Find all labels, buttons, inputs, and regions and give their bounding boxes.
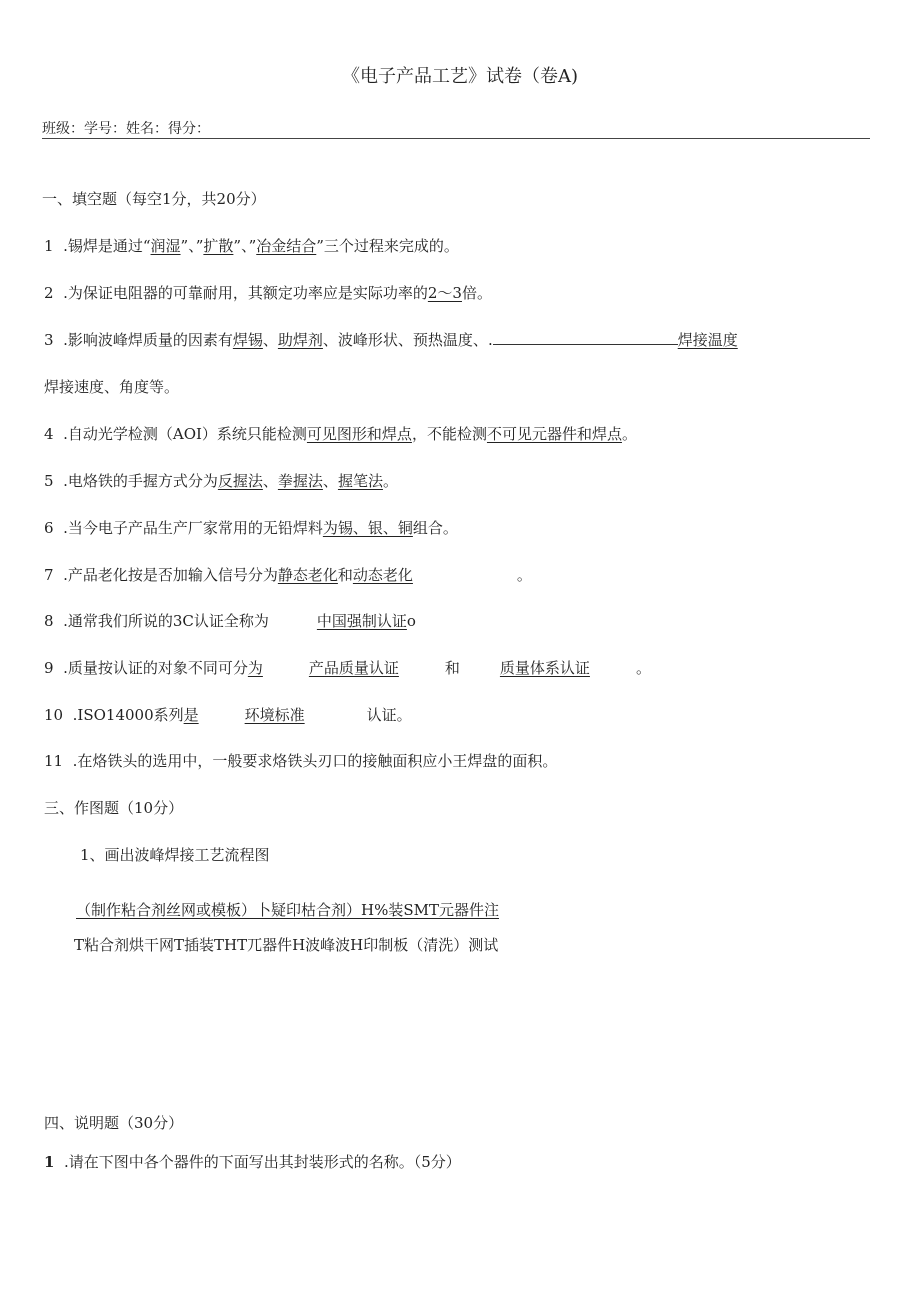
answer-blank: 为 产品质量认证 <box>247 659 399 677</box>
answer-blank: 动态老化 <box>352 566 413 584</box>
question-4 <box>44 423 637 444</box>
answer-blank: 不可见元器件和焊点 <box>486 425 622 443</box>
question-text: ”三个过程来完成的。 <box>316 237 459 255</box>
section3-heading: 三、作图题（10分） <box>44 799 184 817</box>
question-text: o <box>406 612 416 630</box>
question-text: ”、” <box>233 237 257 255</box>
question-text: .为保证电阻器的可靠耐用，其额定功率应是实际功率的 <box>63 284 428 302</box>
question-text: ，不能检测 <box>411 425 487 443</box>
answer-blank: 扩散 <box>203 237 234 255</box>
question-text: 和 <box>444 659 460 677</box>
question-text: .锡焊是通过“ <box>63 237 151 255</box>
section4-heading: 四、说明题（30分） <box>44 1114 184 1132</box>
flowchart-line-1: （制作粘合剂丝网或模板）卜疑印枯合剂）H%装SMT元器件注 <box>76 901 499 919</box>
answer-blank: 是 环境标准 <box>183 706 305 724</box>
question-number: 11 <box>44 752 64 770</box>
answer-blank: 润湿 <box>150 237 181 255</box>
question-8 <box>44 610 416 631</box>
answer-blank: 助焊剂 <box>277 331 323 349</box>
question-number: 1 <box>44 1153 55 1171</box>
answer-blank: 焊接温度 <box>677 331 738 349</box>
question-text: 认证。 <box>366 706 412 724</box>
answer-blank: 可见图形和焊点 <box>306 425 412 443</box>
answer-blank: 握笔法 <box>337 472 383 490</box>
question-text: .质量按认证的对象不同可分 <box>63 659 248 677</box>
question-text: 。 <box>516 566 532 584</box>
answer-dot: . <box>487 331 493 349</box>
question-text: .在烙铁头的选用中，一般要求烙铁头刃口的接触面积应小王焊盘的面积。 <box>72 752 558 770</box>
question-text: 和 <box>337 566 353 584</box>
question-3 <box>44 329 738 350</box>
question-text: .产品老化按是否加输入信号分为 <box>63 566 278 584</box>
question-number: 10 <box>44 706 64 724</box>
answer-blank: 冶金结合 <box>256 237 317 255</box>
question-number: 2 <box>44 284 54 302</box>
question-5 <box>44 470 398 491</box>
answer-blank: 静态老化 <box>277 566 338 584</box>
question-text: 、 <box>262 472 278 490</box>
question-number: 7 <box>44 566 54 584</box>
question-text: .影响波峰焊质量的因素有 <box>63 331 233 349</box>
question-text: .自动光学检测（AOI）系统只能检测 <box>63 425 307 443</box>
answer-blank: 中国强制认证 <box>316 612 407 630</box>
question-text: 、波峰形状、预热温度、 <box>322 331 488 349</box>
question-text: ”、” <box>180 237 204 255</box>
question-11 <box>44 750 557 771</box>
blank-line <box>493 332 678 345</box>
question-text: 。 <box>621 425 637 443</box>
question-text: 。 <box>382 472 398 490</box>
question-number: 8 <box>44 612 54 630</box>
question-text: .请在下图中各个器件的下面写出其封装形式的名称。（5分） <box>63 1153 461 1171</box>
question-number: 6 <box>44 519 54 537</box>
question-7 <box>44 564 532 585</box>
question-text: 、 <box>322 472 338 490</box>
question-text: .当今电子产品生产厂家常用的无铅焊料 <box>63 519 323 537</box>
answer-blank: 2～3 <box>427 284 462 302</box>
question-text: .通常我们所说的3C认证全称为 <box>63 612 269 630</box>
question-number: 1 <box>44 237 54 255</box>
question-text: 。 <box>635 659 651 677</box>
question-number: 4 <box>44 425 54 443</box>
question-text: .ISO14000系列 <box>72 706 184 724</box>
answer-blank: 拳握法 <box>277 472 323 490</box>
answer-blank: 为锡、银、铜 <box>322 519 413 537</box>
question-text: .电烙铁的手握方式分为 <box>63 472 218 490</box>
drawing-question-1: 1、画出波峰焊接工艺流程图 <box>80 846 270 864</box>
question-text: 、 <box>262 331 278 349</box>
section1-heading: 一、填空题（每空1分，共20分） <box>42 190 266 208</box>
question-2 <box>44 282 492 303</box>
answer-blank: 焊锡 <box>232 331 263 349</box>
question-number: 3 <box>44 331 54 349</box>
question-10 <box>44 704 412 725</box>
question-6 <box>44 517 458 538</box>
question-3-continued: 焊接速度、角度等。 <box>44 378 180 396</box>
flowchart-line-2: T粘合剂烘干网T插装THT兀器件H波峰波H印制板（清洗）测试 <box>74 936 499 954</box>
question-number: 5 <box>44 472 54 490</box>
answer-blank: 反握法 <box>217 472 263 490</box>
answer-blank: 质量体系认证 <box>499 659 590 677</box>
header-fields: 班级：学号：姓名：得分： <box>42 121 210 137</box>
explain-question-1 <box>44 1151 461 1172</box>
question-text: 倍。 <box>461 284 492 302</box>
page-title: 《电子产品工艺》试卷（卷A) <box>341 66 579 87</box>
question-text: 组合。 <box>412 519 458 537</box>
question-9 <box>44 657 651 678</box>
question-1 <box>44 235 459 256</box>
header-divider <box>42 138 870 139</box>
question-number: 9 <box>44 659 54 677</box>
